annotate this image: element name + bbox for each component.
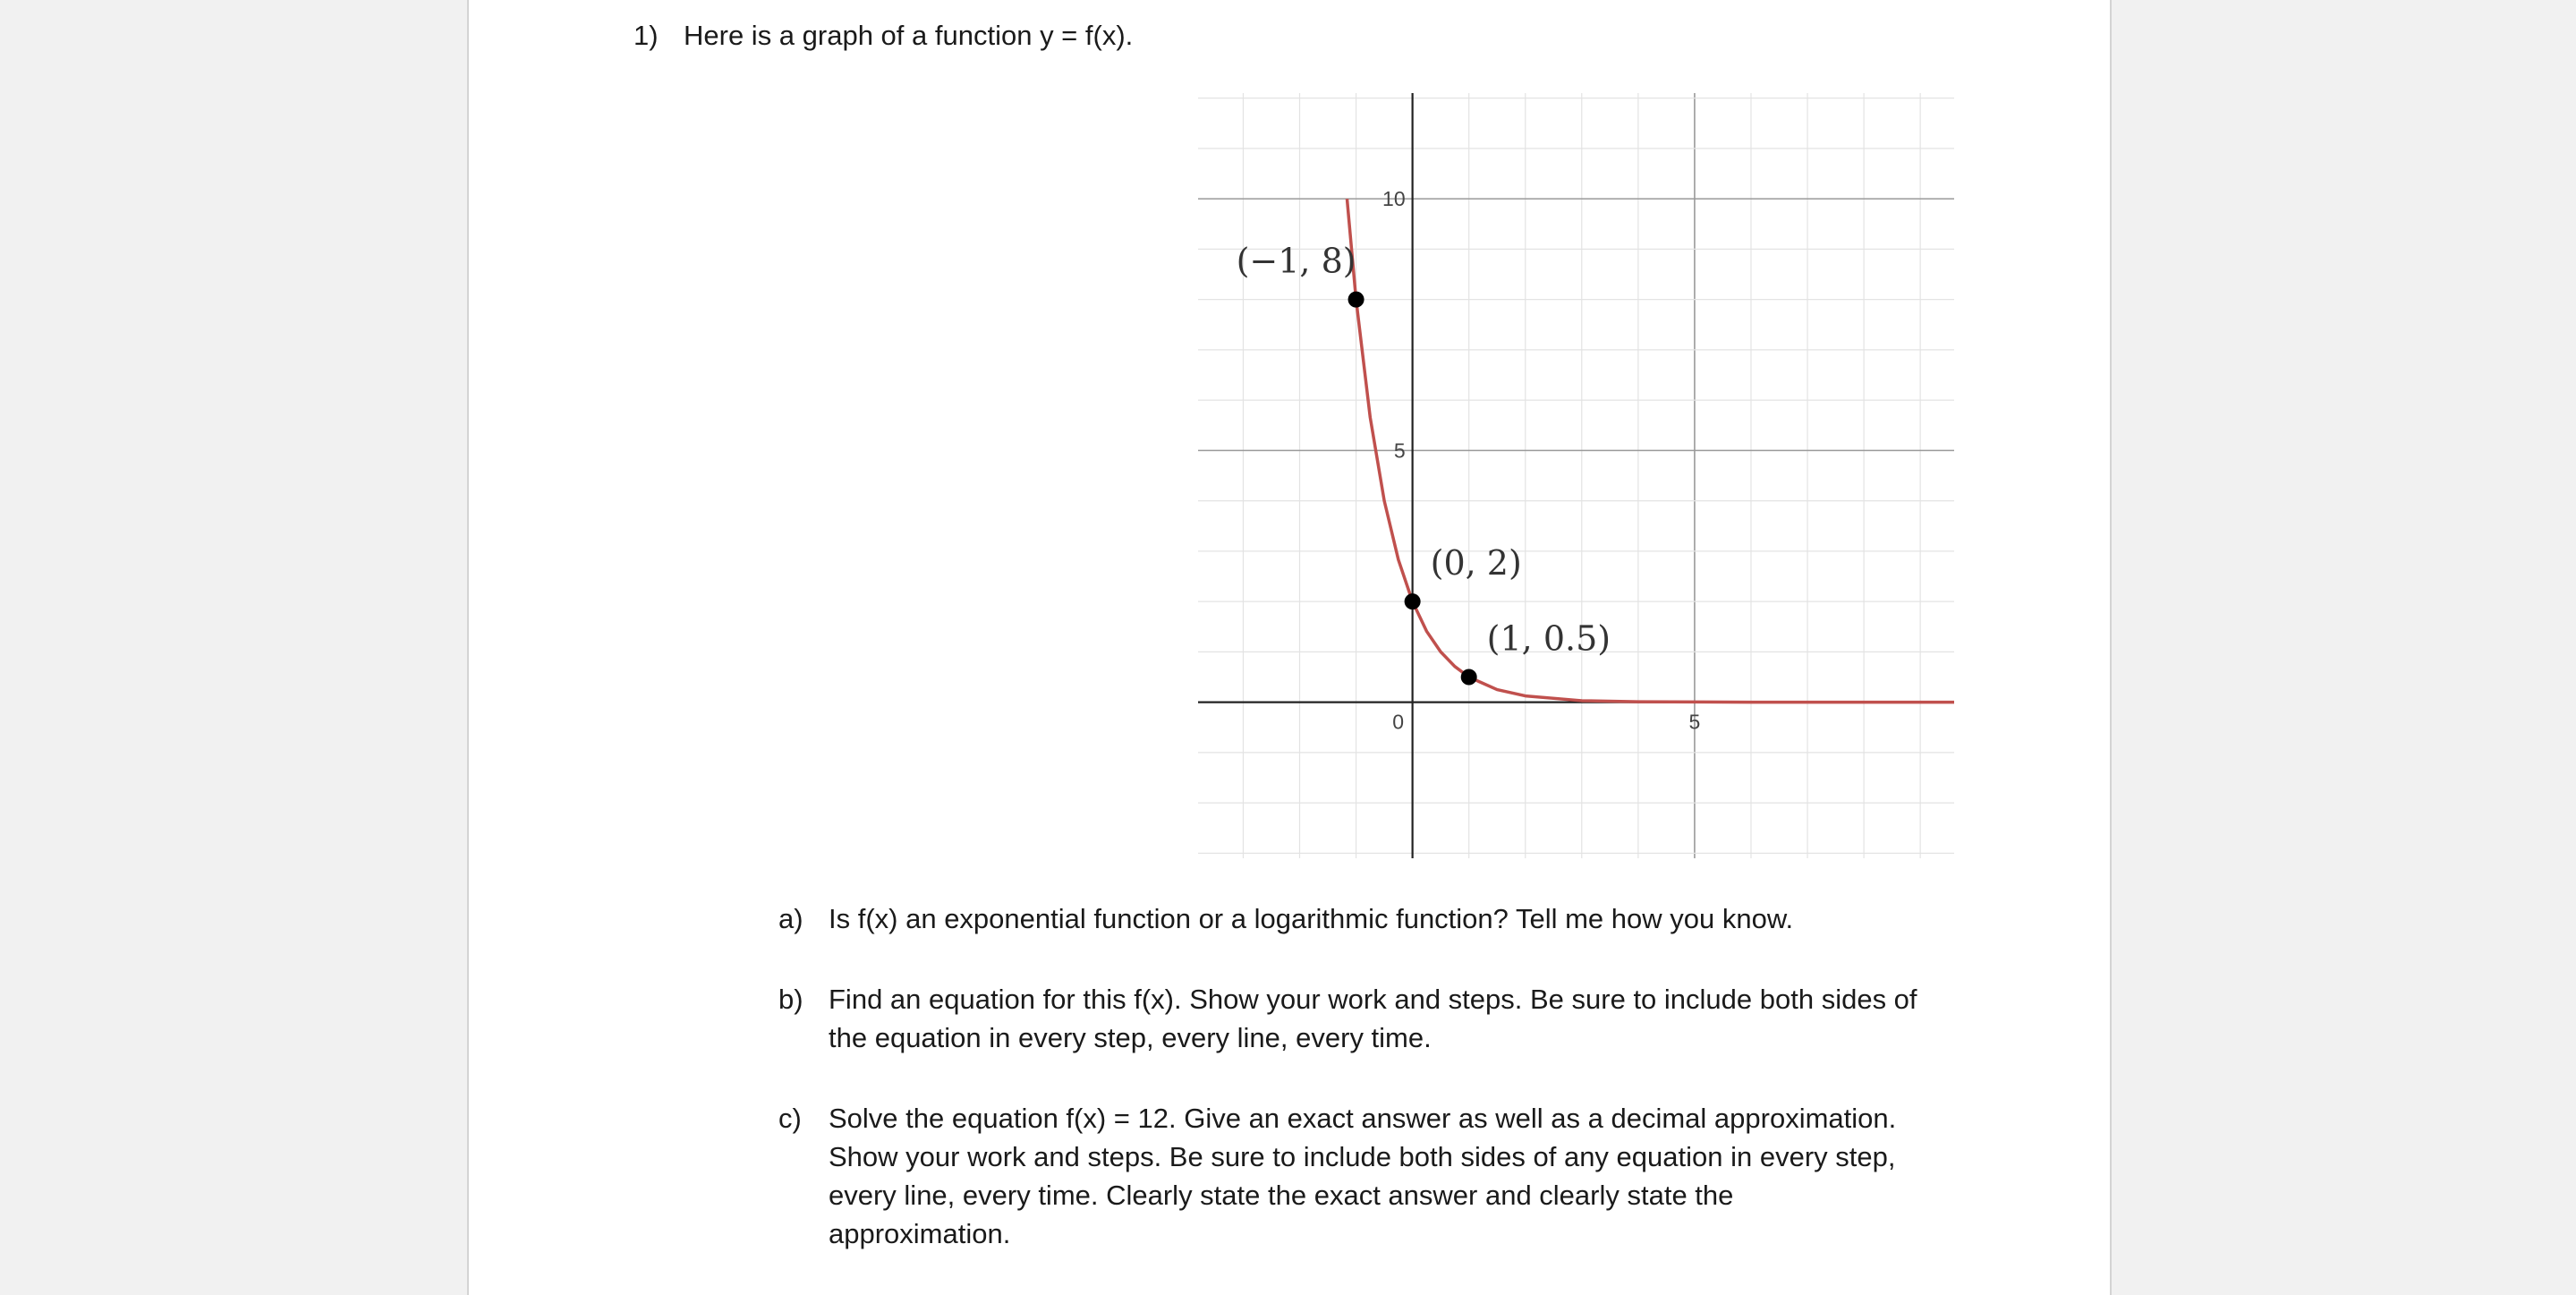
question-text: Here is a graph of a function y = f(x). bbox=[684, 20, 1134, 51]
data-point bbox=[1405, 593, 1421, 609]
function-graph bbox=[1198, 93, 1954, 863]
data-point-label: (1, 0.5) bbox=[1486, 618, 1611, 659]
part-c-line-4: approximation. bbox=[829, 1218, 1011, 1249]
data-point bbox=[1348, 292, 1365, 308]
part-c-line-1: Solve the equation f(x) = 12. Give an exact answer as well as a decimal approximation. bbox=[829, 1103, 1897, 1134]
data-point-label: (0, 2) bbox=[1430, 543, 1522, 584]
graph-svg bbox=[1198, 93, 1954, 858]
document-page bbox=[467, 0, 2112, 1295]
part-b-line-1: Find an equation for this f(x). Show your work and steps. Be sure to include both sides of bbox=[829, 984, 1917, 1015]
part-c-letter: c) bbox=[778, 1103, 802, 1134]
question-number: 1) bbox=[633, 20, 659, 51]
x-tick-label: 5 bbox=[1688, 710, 1701, 734]
y-tick-label: 10 bbox=[1382, 187, 1406, 211]
data-point-label: (−1, 8) bbox=[1236, 241, 1356, 281]
part-c-line-2: Show your work and steps. Be sure to include both sides of any equation in every step, bbox=[829, 1141, 1896, 1172]
part-a-letter: a) bbox=[778, 903, 803, 934]
part-b-letter: b) bbox=[778, 984, 803, 1015]
y-tick-label: 5 bbox=[1393, 439, 1406, 463]
data-point bbox=[1461, 669, 1477, 686]
part-c-line-3: every line, every time. Clearly state the exact answer and clearly state the bbox=[829, 1180, 1734, 1211]
part-a-line-1: Is f(x) an exponential function or a logarithmic function? Tell me how you know. bbox=[829, 903, 1794, 934]
x-tick-label: 0 bbox=[1392, 710, 1405, 734]
part-b-line-2: the equation in every step, every line, every time. bbox=[829, 1022, 1432, 1053]
